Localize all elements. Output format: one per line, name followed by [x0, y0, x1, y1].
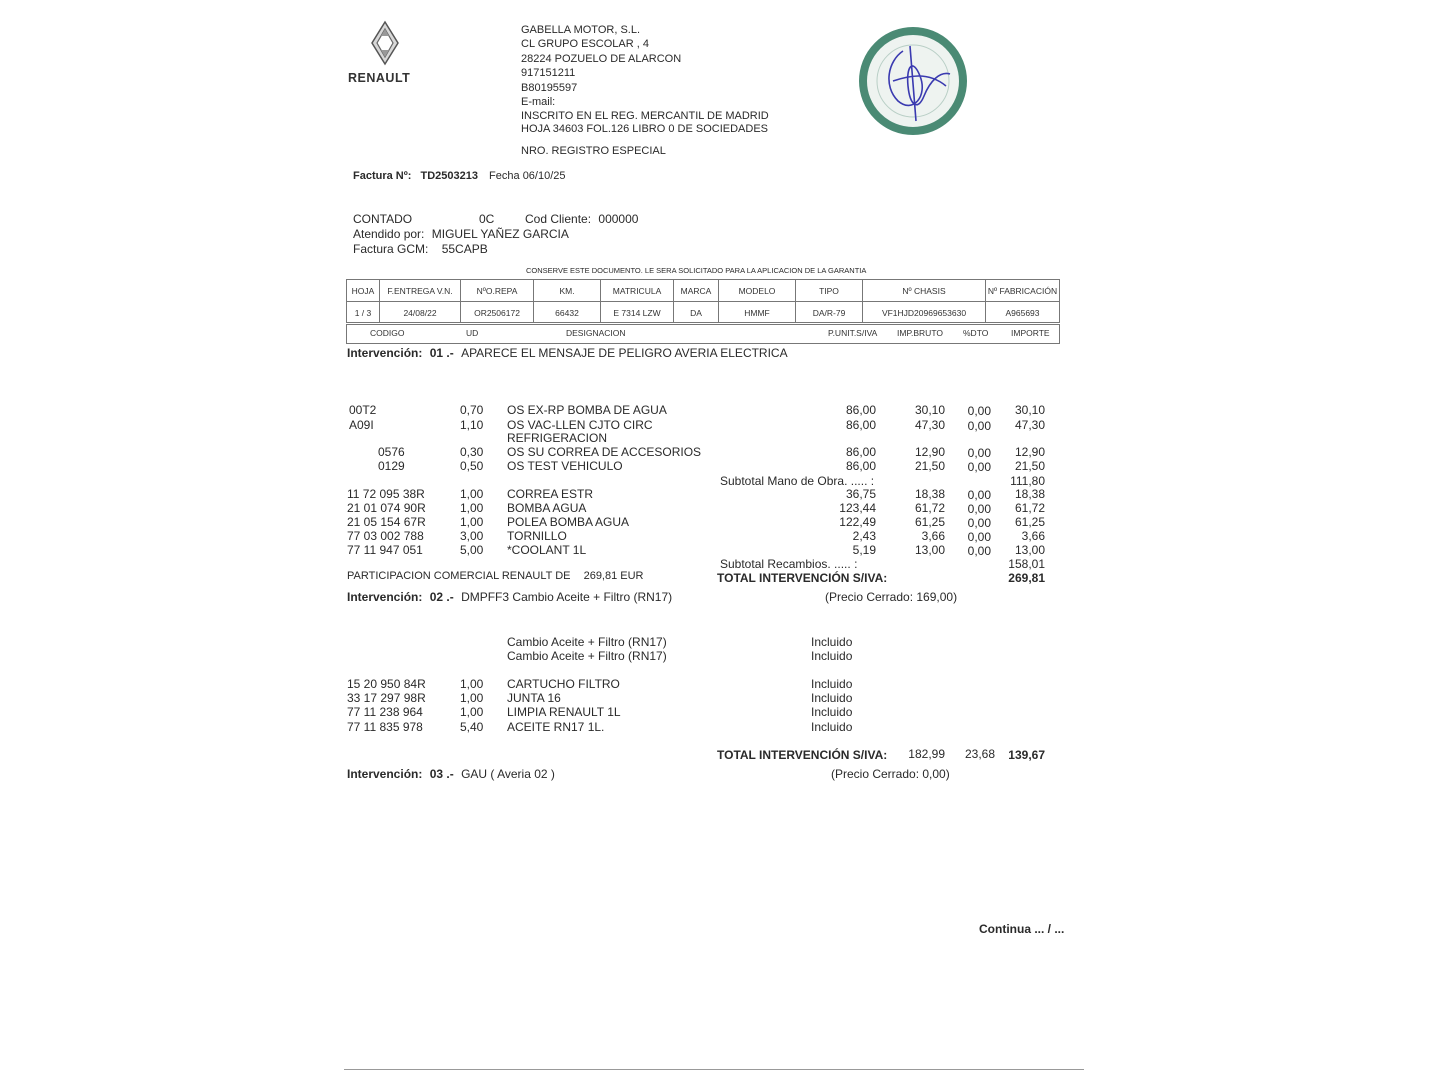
- line-importe: 30,10: [1014, 403, 1045, 417]
- company-line: CL GRUPO ESCOLAR , 4: [521, 38, 649, 51]
- line-desc: CORREA ESTR: [507, 487, 594, 501]
- table-cell: 1 / 3: [347, 302, 380, 323]
- client-code-row: [525, 212, 638, 226]
- line-code: 11 72 095 38R: [347, 487, 425, 501]
- table-cell: A965693: [1005, 307, 1040, 318]
- line-bruto: 21,50: [914, 459, 945, 473]
- column-header: IMP.BRUTO: [897, 328, 943, 338]
- line-punit: 86,00: [845, 445, 876, 459]
- attended-label: Atendido por:: [353, 227, 425, 241]
- intervention-title: DMPFF3 Cambio Aceite + Filtro (RN17): [461, 590, 673, 604]
- line-ud: 1,00: [460, 501, 484, 515]
- line-bruto: 47,30: [914, 418, 945, 432]
- intervention-title: GAU ( Averia 02 ): [461, 767, 555, 781]
- line-importe: 3,66: [1021, 529, 1045, 543]
- attended-row: [353, 227, 569, 241]
- table-header-cell: MATRICULA: [601, 280, 674, 301]
- gcm-row: [353, 242, 488, 256]
- line-punit: 122,49: [839, 515, 876, 529]
- company-line: INSCRITO EN EL REG. MERCANTIL DE MADRID: [521, 110, 769, 123]
- line-dto: 0,00: [967, 502, 991, 516]
- table-header-cell: MODELO: [719, 280, 796, 301]
- participacion-label: PARTICIPACION COMERCIAL RENAULT DE: [347, 570, 571, 582]
- invoice-number-row: [353, 170, 566, 182]
- line-ud: 1,00: [460, 677, 484, 691]
- line-dto: 0,00: [967, 544, 991, 558]
- subtotal-parts-label: Subtotal Recambios. ..... :: [720, 557, 858, 571]
- line-code: 77 11 835 978: [347, 720, 423, 734]
- line-bruto: 13,00: [914, 543, 945, 557]
- line-dto: 0,00: [967, 446, 991, 460]
- line-code: A09I: [349, 418, 374, 432]
- line-desc: Cambio Aceite + Filtro (RN17): [507, 649, 667, 663]
- line-punit: 86,00: [845, 418, 876, 432]
- table-cell: HMMF: [719, 302, 796, 323]
- table-header-cell: KM.: [534, 280, 601, 301]
- line-ud: 0,50: [460, 459, 484, 473]
- table-header-cell: TIPO: [796, 280, 863, 301]
- column-header: DESIGNACION: [566, 328, 626, 338]
- payment-method: CONTADO: [353, 212, 413, 226]
- table-header-cell: Nº CHASIS: [863, 280, 986, 301]
- company-line: 28224 POZUELO DE ALARCON: [521, 52, 682, 65]
- intervention-number: 02 .-: [429, 590, 454, 604]
- line-ud: 1,10: [460, 418, 484, 432]
- intervention-01-heading: [347, 346, 788, 360]
- footer-divider: [344, 1069, 1084, 1070]
- intervention-number: 01 .-: [429, 346, 454, 360]
- company-line: 917151211: [521, 67, 576, 80]
- line-desc: Cambio Aceite + Filtro (RN17): [507, 635, 667, 649]
- line-dto: 0,00: [967, 460, 991, 474]
- total-bruto: 182,99: [908, 747, 945, 761]
- table-cell: DA/R-79: [796, 302, 863, 323]
- column-header: P.UNIT.S/IVA: [828, 328, 878, 338]
- registro-especial: NRO. REGISTRO ESPECIAL: [521, 145, 666, 157]
- table-cell: E 7314 LZW: [601, 302, 674, 323]
- invoice-number-label: Factura Nº:: [353, 170, 412, 182]
- line-dto: 0,00: [967, 516, 991, 530]
- line-bruto: 30,10: [914, 403, 945, 417]
- line-ud: 3,00: [460, 529, 484, 543]
- line-status: Incluido: [811, 649, 853, 663]
- line-ud: 5,40: [460, 720, 484, 734]
- line-bruto: 61,25: [914, 515, 945, 529]
- line-desc-continued: REFRIGERACION: [507, 431, 608, 445]
- line-importe: 61,72: [1014, 501, 1045, 515]
- line-desc: CARTUCHO FILTRO: [507, 677, 620, 691]
- line-ud: 1,00: [460, 515, 484, 529]
- line-bruto: 61,72: [914, 501, 945, 515]
- vehicle-table-row: [347, 301, 1059, 323]
- vehicle-table: [346, 279, 1060, 323]
- intervention-03-heading: [347, 767, 555, 781]
- line-ud: 0,70: [460, 403, 484, 417]
- table-header-cell: Nº FABRICACIÓN: [987, 285, 1058, 296]
- intervention-02-heading: [347, 590, 672, 604]
- renault-logo-icon: [362, 20, 408, 66]
- company-info: [521, 23, 769, 136]
- line-importe: 61,25: [1014, 515, 1045, 529]
- table-cell: DA: [674, 302, 719, 323]
- line-desc: ACEITE RN17 1L.: [507, 720, 605, 734]
- table-header-cell: HOJA: [347, 280, 380, 301]
- line-desc: OS VAC-LLEN CJTO CIRC: [507, 418, 653, 432]
- line-desc: TORNILLO: [507, 529, 567, 543]
- intervention-number: 03 .-: [429, 767, 454, 781]
- company-line: E-mail:: [521, 96, 556, 109]
- line-code: 00T2: [349, 403, 377, 417]
- line-status: Incluido: [811, 677, 853, 691]
- line-bruto: 18,38: [914, 487, 945, 501]
- vehicle-table-header: [347, 280, 1059, 301]
- client-code-label: Cod Cliente:: [525, 212, 592, 226]
- line-code: 15 20 950 84R: [347, 677, 426, 691]
- line-code: 21 01 074 90R: [347, 501, 426, 515]
- line-dto: 0,00: [967, 530, 991, 544]
- total-intervention-label: TOTAL INTERVENCIÓN S/IVA:: [717, 571, 888, 585]
- line-bruto: 12,90: [914, 445, 945, 459]
- line-ud: 1,00: [460, 487, 484, 501]
- line-ud: 1,00: [460, 691, 484, 705]
- line-desc: JUNTA 16: [507, 691, 561, 705]
- line-desc: *COOLANT 1L: [507, 543, 587, 557]
- table-cell: 66432: [534, 302, 601, 323]
- column-header: UD: [466, 328, 479, 338]
- subtotal-labor-label: Subtotal Mano de Obra. ..... :: [720, 474, 875, 488]
- table-cell: 24/08/22: [380, 302, 461, 323]
- line-code: 77 11 947 051: [347, 543, 423, 557]
- warranty-notice: CONSERVE ESTE DOCUMENTO. LE SERA SOLICITADO PARA LA APLICACION DE LA GARANTIA: [526, 266, 867, 275]
- column-header: %DTO: [963, 328, 989, 338]
- line-code: 33 17 297 98R: [347, 691, 426, 705]
- line-code: 77 11 238 964: [347, 705, 423, 719]
- intervention-title: APARECE EL MENSAJE DE PELIGRO AVERIA ELECTRICA: [461, 346, 788, 360]
- table-cell: VF1HJD20969653630: [863, 302, 986, 323]
- line-punit: 86,00: [845, 403, 876, 417]
- invoice-number: TD2503213: [420, 170, 478, 182]
- line-code: 21 05 154 67R: [347, 515, 426, 529]
- column-header: CODIGO: [370, 328, 405, 338]
- subtotal-parts-value: 158,01: [1008, 557, 1045, 571]
- line-code: 0576: [378, 445, 405, 459]
- participacion-row: [347, 570, 644, 582]
- line-desc: OS TEST VEHICULO: [507, 459, 623, 473]
- table-cell: OR2506172: [461, 302, 534, 323]
- line-importe: 12,90: [1014, 445, 1045, 459]
- line-ud: 1,00: [460, 705, 484, 719]
- payment-code: 0C: [479, 212, 495, 226]
- table-header-cell: MARCA: [674, 280, 719, 301]
- attended-name: MIGUEL YAÑEZ GARCIA: [431, 227, 569, 241]
- line-status: Incluido: [811, 635, 853, 649]
- line-ud: 5,00: [460, 543, 484, 557]
- line-punit: 123,44: [839, 501, 876, 515]
- line-punit: 5,19: [852, 543, 876, 557]
- column-header: IMPORTE: [1011, 328, 1050, 338]
- line-importe: 47,30: [1014, 418, 1045, 432]
- table-header-cell: NºO.REPA: [461, 280, 534, 301]
- subtotal-labor-value: 111,80: [1010, 474, 1045, 488]
- company-stamp-icon: [858, 26, 968, 136]
- line-importe: 13,00: [1014, 543, 1045, 557]
- line-punit: 2,43: [852, 529, 876, 543]
- line-desc: OS SU CORREA DE ACCESORIOS: [507, 445, 702, 459]
- total-intervention-value: 269,81: [1008, 571, 1045, 585]
- continua-label: Continua ... / ...: [979, 922, 1065, 936]
- line-punit: 86,00: [845, 459, 876, 473]
- brand-name: RENAULT: [348, 71, 411, 85]
- invoice-date: 06/10/25: [522, 170, 566, 182]
- line-importe: 21,50: [1014, 459, 1045, 473]
- company-line: GABELLA MOTOR, S.L.: [521, 24, 641, 36]
- participacion-value: 269,81 EUR: [583, 570, 644, 582]
- line-punit: 36,75: [845, 487, 876, 501]
- line-desc: BOMBA AGUA: [507, 501, 587, 515]
- line-code: 0129: [378, 459, 405, 473]
- intervention-label: Intervención:: [347, 767, 423, 781]
- line-desc: OS EX-RP BOMBA DE AGUA: [507, 403, 667, 417]
- line-status: Incluido: [811, 720, 853, 734]
- line-desc: POLEA BOMBA AGUA: [507, 515, 630, 529]
- line-desc: LIMPIA RENAULT 1L: [507, 705, 621, 719]
- line-status: Incluido: [811, 705, 853, 719]
- precio-cerrado: (Precio Cerrado: 169,00): [825, 590, 958, 604]
- gcm-value: 55CAPB: [441, 242, 488, 256]
- lines-header: [346, 324, 1060, 344]
- total-intervention-value: 139,67: [1008, 748, 1045, 762]
- company-line: B80195597: [521, 81, 578, 94]
- line-importe: 18,38: [1014, 487, 1045, 501]
- precio-cerrado: (Precio Cerrado: 0,00): [831, 767, 950, 781]
- intervention-label: Intervención:: [347, 346, 423, 360]
- client-code: 000000: [598, 212, 639, 226]
- line-ud: 0,30: [460, 445, 484, 459]
- table-header-cell: F.ENTREGA V.N.: [380, 280, 461, 301]
- invoice-date-label: Fecha: [489, 170, 520, 182]
- total-intervention-label: TOTAL INTERVENCIÓN S/IVA:: [717, 748, 888, 762]
- company-line: HOJA 34603 FOL.126 LIBRO 0 DE SOCIEDADES: [521, 122, 768, 135]
- total-dto: 23,68: [964, 747, 995, 761]
- line-code: 77 03 002 788: [347, 529, 424, 543]
- line-dto: 0,00: [967, 488, 991, 502]
- line-status: Incluido: [811, 691, 853, 705]
- line-bruto: 3,66: [921, 529, 945, 543]
- intervention-label: Intervención:: [347, 590, 423, 604]
- line-dto: 0,00: [967, 404, 991, 418]
- gcm-label: Factura GCM:: [353, 242, 429, 256]
- line-dto: 0,00: [967, 419, 991, 433]
